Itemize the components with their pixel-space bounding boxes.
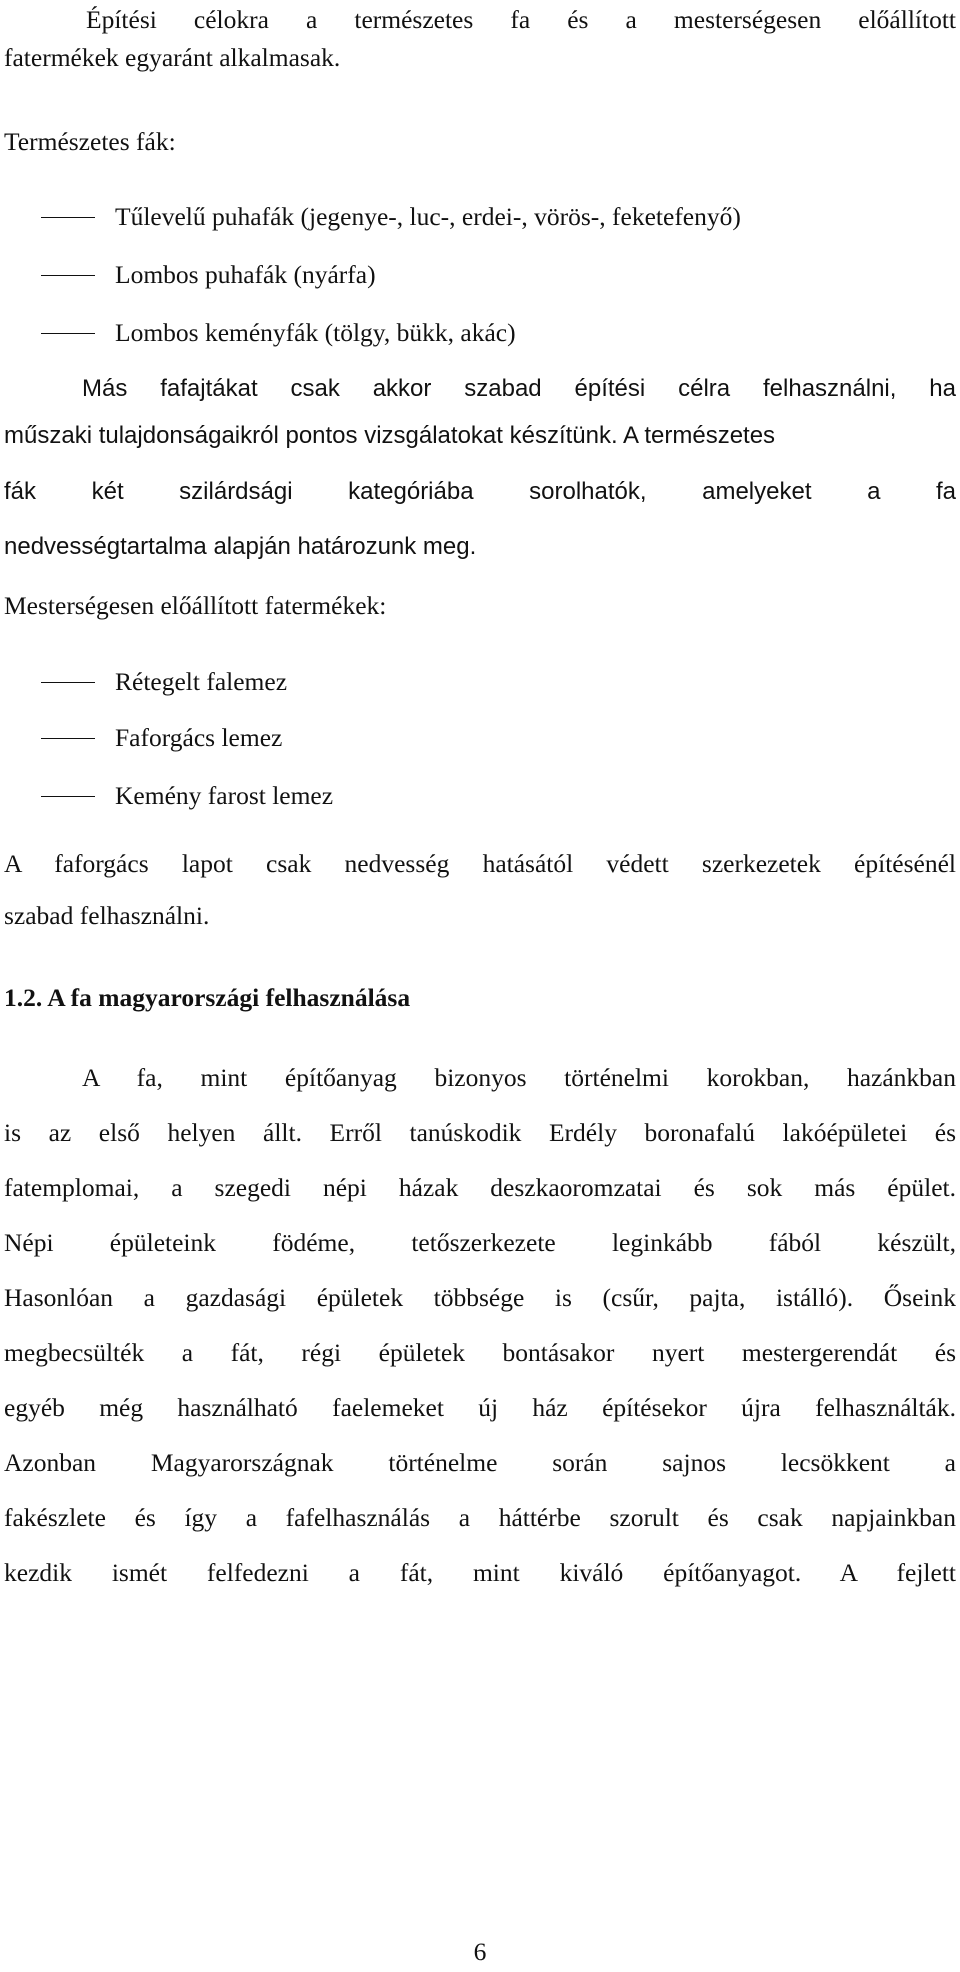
list-item [41, 720, 282, 756]
list-item [41, 257, 376, 293]
paragraph-line: megbecsülték a fát, régi épületek bontásakor nyert mestergerendát és [4, 1338, 956, 1367]
paragraph-line: Hasonlóan a gazdasági épületek többsége is (csűr, pajta, istálló). Őseink [4, 1283, 956, 1312]
list-item [41, 778, 333, 814]
dash-bullet-icon [41, 217, 95, 218]
paragraph-line: fakészlete és így a fafelhasználás a háttérbe szorult és csak napjainkban [4, 1503, 956, 1532]
section-title-artificial: Mesterségesen előállított fatermékek: [4, 591, 387, 620]
paragraph-line: fatemplomai, a szegedi népi házak deszkaoromzatai és sok más épület. [4, 1173, 956, 1202]
paragraph-line: Azonban Magyarországnak történelme során sajnos lecsökkent a [4, 1448, 956, 1477]
paragraph-line: egyéb még használható faelemeket új ház építésekor újra felhasználták. [4, 1393, 956, 1422]
dash-bullet-icon [41, 333, 95, 334]
dash-bullet-icon [41, 796, 95, 797]
paragraph-line: fatermékek egyaránt alkalmasak. [4, 43, 341, 72]
page-number: 6 [473, 1937, 487, 1966]
list-item-label: Rétegelt falemez [115, 667, 288, 696]
paragraph-line: Más fafajtákat csak akkor szabad építési célra felhasználni, ha [82, 375, 956, 402]
list-item-label: Tűlevelű puhafák (jegenye-, luc-, erdei-, vörös-, feketefenyő) [115, 202, 741, 231]
paragraph-line: szabad felhasználni. [4, 901, 210, 930]
list-item [41, 664, 287, 700]
paragraph-line: A faforgács lapot csak nedvesség hatásától védett szerkezetek építésénél [4, 849, 956, 878]
paragraph-line: Népi épületeink födéme, tetőszerkezete leginkább fából készült, [4, 1228, 956, 1257]
paragraph-line: Építési célokra a természetes fa és a mesterségesen előállított [86, 5, 956, 34]
paragraph-line: nedvességtartalma alapján határozunk meg. [4, 533, 477, 560]
list-item [41, 199, 741, 235]
paragraph-line: A fa, mint építőanyag bizonyos történelmi korokban, hazánkban [82, 1063, 956, 1092]
list-item-label: Faforgács lemez [115, 723, 283, 752]
dash-bullet-icon [41, 682, 95, 683]
list-item [41, 315, 516, 351]
paragraph-line: is az első helyen állt. Erről tanúskodik Erdély boronafalú lakóépületei és [4, 1118, 956, 1147]
list-item-label: Kemény farost lemez [115, 781, 334, 810]
dash-bullet-icon [41, 738, 95, 739]
list-item-label: Lombos keményfák (tölgy, bükk, akác) [115, 318, 516, 347]
paragraph-line: kezdik ismét felfedezni a fát, mint kiváló építőanyagot. A fejlett [4, 1558, 956, 1587]
paragraph-line: fák két szilárdsági kategóriába sorolhatók, amelyeket a fa [4, 478, 956, 505]
list-item-label: Lombos puhafák (nyárfa) [115, 260, 376, 289]
dash-bullet-icon [41, 275, 95, 276]
section-heading: 1.2. A fa magyarországi felhasználása [4, 983, 411, 1012]
section-title-natural: Természetes fák: [4, 127, 176, 156]
paragraph-line: műszaki tulajdonságaikról pontos vizsgálatokat készítünk. A természetes [4, 422, 776, 449]
